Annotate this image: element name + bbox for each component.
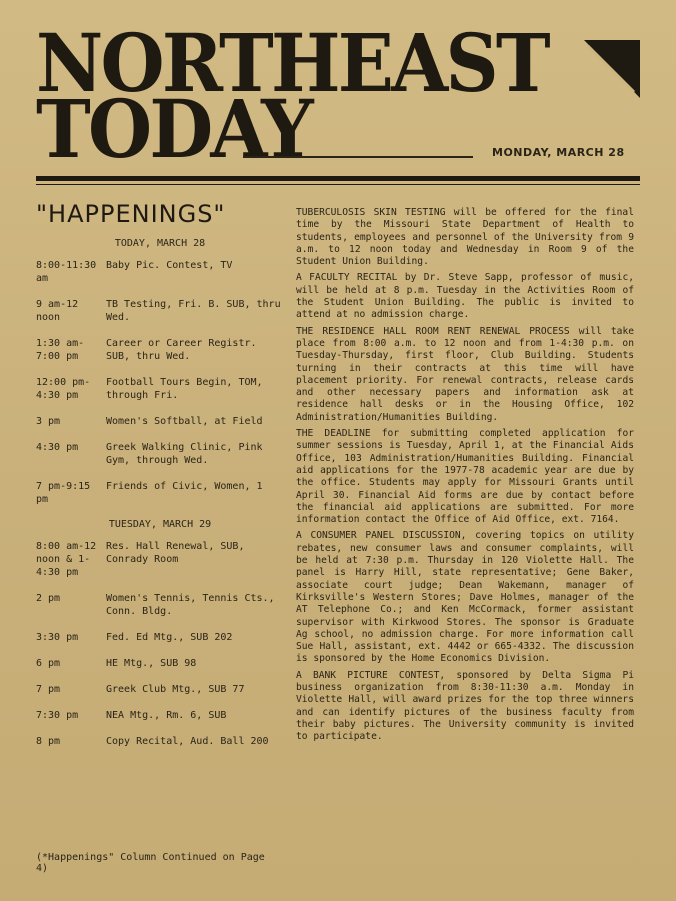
- event-row: [36, 298, 284, 324]
- announcement-paragraph: A FACULTY RECITAL by Dr. Steve Sapp, professor of music, will be held at 8 p.m. Tuesday in the Activities Room of the Student Union Building. The public is invited to attend at no admission charge.: [296, 272, 634, 321]
- event-description: HE Mtg., SUB 98: [106, 658, 197, 669]
- event-time: 7:30 pm: [36, 710, 79, 721]
- event-row: [36, 657, 284, 670]
- announcement-paragraph: THE RESIDENCE HALL ROOM RENT RENEWAL PROCESS will take place from 8:00 a.m. to 12 noon and from 1-4:30 p.m. on Tuesday-Thursday, first floor, Club Building. Students turning in their contracts at this time will have placement priority. For renewal contracts, release cards and other necessary papers and information ask at residence hall desks or in the Housing Office, 102 Administration/Humanities Building.: [296, 325, 634, 423]
- announcement-paragraph: THE DEADLINE for submitting completed application for summer sessions is Tuesday, April 1, at the Financial Aids Office, 103 Administration/Humanities Building. Financial aid applications for the 1977-78 academic year are due by the office. Students may apply for Missouri Grants until April 30. Financial Aid forms are due by contact before the financial aid applications are submitted. For more information contact the Office of Aid Office, ext. 7164.: [296, 428, 634, 526]
- event-description: Baby Pic. Contest, TV: [106, 260, 233, 271]
- event-description: Friends of Civic, Women, 1: [106, 481, 263, 492]
- event-time: 7 pm-9:15 pm: [36, 481, 91, 505]
- today-header: TODAY, MARCH 28: [114, 238, 206, 249]
- event-time: 7 pm: [36, 684, 61, 695]
- event-description: TB Testing, Fri. B. SUB, thru Wed.: [106, 299, 281, 323]
- event-time: 4:30 pm: [36, 442, 79, 453]
- event-time: 3:30 pm: [36, 632, 79, 643]
- event-description: Football Tours Begin, TOM, through Fri.: [106, 377, 263, 401]
- continued-note: (*Happenings" Column Continued on Page 4): [36, 852, 265, 874]
- event-row: [36, 337, 284, 363]
- announcement-paragraph: A CONSUMER PANEL DISCUSSION, covering topics on utility rebates, new consumer laws and consumer complaints, will be held at 7:30 p.m. Thursday in 120 Violette Hall. The panel is Harry Hill, state representative; Gene Baker, associate court judge; Dean Wakemann, manager of Kirksville's Western Stores; Dave Holmes, manager of the AT Telephone Co.; and Ken McCormack, former assistant supervisor with Kirkwood Stores. The sponsor is Graduate Ag school, no admission charge. For more information call Sue Hall, assistant, ext. 4442 or 665-4332. The discussion is sponsored by the Home Economics Division.: [296, 530, 634, 665]
- announcements-column: [296, 207, 634, 747]
- event-description: Greek Walking Clinic, Pink Gym, through Wed.: [106, 442, 263, 466]
- event-time: 8:00 am-12 noon & 1-4:30 pm: [36, 541, 97, 578]
- event-description: Copy Recital, Aud. Ball 200: [106, 736, 269, 747]
- event-description: Career or Career Registr. SUB, thru Wed.: [106, 338, 257, 362]
- tuesday-header: TUESDAY, MARCH 29: [108, 519, 212, 530]
- today-event-list: [36, 259, 284, 506]
- issue-date: MONDAY, MARCH 28: [492, 146, 625, 159]
- masthead-line-1: NORTHEAST: [36, 16, 548, 110]
- masthead-title: [36, 16, 548, 176]
- corner-triangle-icon: [584, 40, 640, 98]
- event-time: 6 pm: [36, 658, 61, 669]
- happenings-column: [36, 200, 284, 761]
- event-time: 9 am-12 noon: [36, 299, 79, 323]
- header-divider-thin: [36, 184, 640, 185]
- tuesday-event-list: [36, 540, 284, 748]
- announcement-paragraph: A BANK PICTURE CONTEST, sponsored by Delta Sigma Pi business organization from 8:30-11:30 a.m. Monday in Violette Hall, will award prizes for the top three winners and can identify pictures of the business faculty from their baby pictures. The University community is invited to participate.: [296, 669, 634, 743]
- event-row: [36, 683, 284, 696]
- header-divider-thick: [36, 176, 640, 181]
- event-description: Women's Tennis, Tennis Cts., Conn. Bldg.: [106, 593, 275, 617]
- event-row: [36, 376, 284, 402]
- event-row: [36, 709, 284, 722]
- title-underline: [243, 156, 473, 158]
- announcement-paragraph: TUBERCULOSIS SKIN TESTING will be offered for the final time by the Missouri State Department of Health to students, employees and personnel of the University from 9 a.m. to 12 noon today and Wednesday in Room 9 of the Student Union Building.: [296, 207, 634, 268]
- event-description: Res. Hall Renewal, SUB, Conrady Room: [106, 541, 245, 565]
- event-row: [36, 592, 284, 618]
- happenings-heading: "HAPPENINGS": [36, 200, 226, 228]
- event-row: [36, 480, 284, 506]
- event-description: Women's Softball, at Field: [106, 416, 263, 427]
- event-time: 3 pm: [36, 416, 61, 427]
- event-time: 8 pm: [36, 736, 61, 747]
- event-description: NEA Mtg., Rm. 6, SUB: [106, 710, 227, 721]
- event-description: Greek Club Mtg., SUB 77: [106, 684, 245, 695]
- event-row: [36, 631, 284, 644]
- event-time: 12:00 pm-4:30 pm: [36, 377, 91, 401]
- event-time: 8:00-11:30 am: [36, 260, 97, 284]
- masthead-line-2: TODAY: [36, 82, 311, 176]
- event-description: Fed. Ed Mtg., SUB 202: [106, 632, 233, 643]
- event-row: [36, 415, 284, 428]
- event-time: 2 pm: [36, 593, 61, 604]
- event-row: [36, 540, 284, 579]
- event-time: 1:30 am-7:00 pm: [36, 338, 85, 362]
- event-row: [36, 259, 284, 285]
- event-row: [36, 735, 284, 748]
- event-row: [36, 441, 284, 467]
